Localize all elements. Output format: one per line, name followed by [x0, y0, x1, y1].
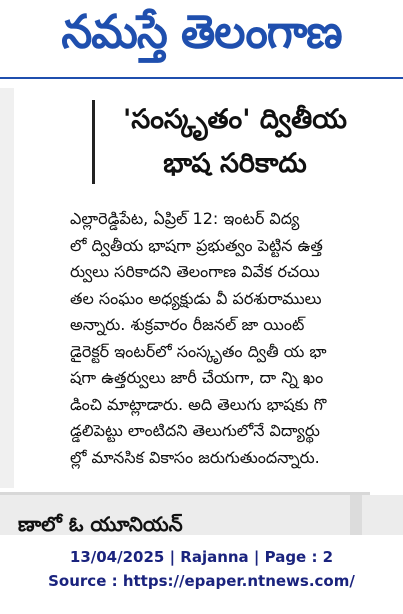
masthead [0, 0, 403, 75]
footer-source: Source : https://epaper.ntnews.com/ [48, 572, 355, 590]
column-separator [92, 100, 95, 184]
newspaper-title: నమస్తే తెలంగాణ [61, 4, 342, 59]
body-line: ఎల్లారెడ్డిపేట, ఏప్రిల్ 12: ఇంటర్ విద్య [70, 209, 300, 228]
footer-meta: 13/04/2025 | Rajanna | Page : 2 [69, 548, 334, 566]
body-line: ల్లో మానసిక వికాసం జరుగుతుందన్నారు. [70, 447, 320, 467]
body-line: లో ద్వితీయ భాషగా ప్రభుత్వం పెట్టిన ఉత్త [70, 235, 323, 255]
next-article-headline: ణాలో ఓ యూనియన్ [18, 512, 183, 534]
article-body [70, 206, 370, 471]
body-line: షగా ఉత్తర్వులు జారీ చేయగా, దా న్ని ఖం [70, 368, 324, 387]
body-line: తల సంఘం అధ్యక్షుడు వీ పరశురాములు [70, 288, 322, 308]
body-line: ర్వులు సరికాదని తెలంగాణ వివేక రచయి [70, 262, 320, 281]
article-headline [100, 98, 370, 186]
headline-line-1: 'సంస్కృతం' ద్వితీయ [123, 104, 347, 135]
right-edge-bar [350, 495, 362, 535]
body-line: డైరెక్టర్ ఇంటర్‌లో సంస్కృతం ద్వితీ య భా [70, 341, 327, 361]
body-line: డించి మాట్లాడారు. అది తెలుగు భాషకు గొ [70, 394, 327, 414]
body-line: డ్డలిపెట్టు లాంటిదని తెలుగులోనే విద్యార్థు [70, 421, 320, 440]
left-margin-strip [0, 88, 14, 488]
masthead-rule [0, 77, 403, 79]
body-line: అన్నారు. శుక్రవారం రీజనల్ జా యింట్ [70, 315, 305, 334]
headline-line-2: భాష సరికాదు [163, 148, 307, 179]
